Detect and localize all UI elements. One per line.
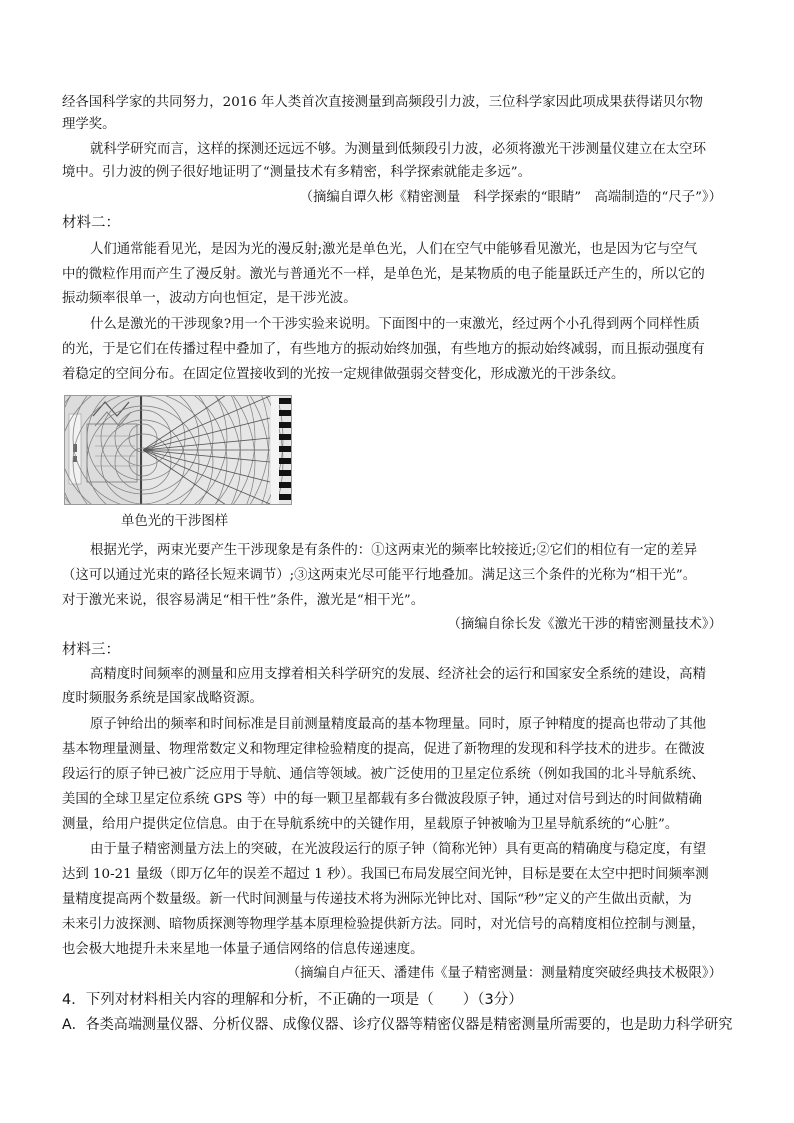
m3-p3-line-4: 未来引力波探测、暗物质探测等物理学基本原理检验提供新方法。同时，对光信号的高精度相位控制与测量， [62, 917, 705, 932]
m3-p3-line-2: 达到 10-21 量级（即万亿年的误差不超过 1 秒）。我国已布局发展空间光钟，目标是要在太空中把时间频率测 [62, 867, 709, 882]
m3-p3-line-5: 也会极大地提升未来星地一体量子通信网络的信息传递速度。 [62, 942, 424, 957]
interference-pattern-graphic [65, 396, 291, 504]
intro-line-3: 就科学研究而言，这样的探测还远远不够。为测量到低频段引力波，必须将激光干涉测量仪建立在太空环 [90, 142, 706, 157]
question-4-stem: 4．下列对材料相关内容的理解和分析，不正确的一项是（ ）（3分） [62, 992, 523, 1008]
m3-p1-line-1: 高精度时间频率的测量和应用支撑着相关科学研究的发展、经济社会的运行和国家安全系统的建设，高精 [90, 667, 706, 682]
material3-source: （摘编自卢征天、潘建伟《量子精密测量：测量精度突破经典技术极限》） [286, 966, 722, 981]
material2-source: （摘编自徐长发《激光干涉的精密测量技术》） [447, 617, 722, 632]
m2-p1-line-2: 中的微粒作用而产生了漫反射。激光与普通光不一样，是单色光，是某物质的电子能量跃迁产生的，所以它的 [62, 267, 705, 282]
m3-p1-line-2: 度时频服务系统是国家战略资源。 [62, 691, 263, 706]
m2-p2-line-2: 的光，于是它们在传播过程中叠加了，有些地方的振动始终加强，有些地方的振动始终减弱，而且振动强度有 [62, 342, 705, 357]
m3-p2-line-1: 原子钟给出的频率和时间标准是目前测量精度最高的基本物理量。同时，原子钟精度的提高也带动了其他 [90, 717, 706, 732]
interference-pattern-image [64, 395, 292, 505]
material2-heading: 材料二： [62, 215, 120, 231]
intro-line-2: 理学奖。 [62, 117, 116, 132]
m2-p1-line-3: 振动频率很单一，波动方向也恒定，是干涉光波。 [62, 291, 357, 306]
m2-p3-line-3: 对于激光来说，很容易满足“相干性”条件，激光是“相干光”。 [62, 593, 425, 608]
m2-p2-line-1: 什么是激光的干涉现象?用一个干涉实验来说明。下面图中的一束激光，经过两个小孔得到两个同样性质 [90, 317, 700, 332]
intro-line-4: 境中。引力波的例子很好地证明了“测量技术有多精密，科学探索就能走多远”。 [62, 165, 531, 180]
m2-p3-line-1: 根据光学，两束光要产生干涉现象是有条件的：①这两束光的频率比较接近;②它们的相位有一定的差异 [90, 543, 698, 558]
m2-p1-line-1: 人们通常能看见光，是因为光的漫反射;激光是单色光，人们在空气中能够看见激光，也是因为它与空气 [90, 242, 698, 257]
intro-line-1: 经各国科学家的共同努力，2016 年人类首次直接测量到高频段引力波，三位科学家因此项成果获得诺贝尔物 [62, 95, 703, 110]
m3-p2-line-2: 基本物理量测量、物理常数定义和物理定律检验精度的提高，促进了新物理的发现和科学技术的进步。在微波 [62, 742, 705, 757]
question-4-option-a: A．各类高端测量仪器、分析仪器、成像仪器、诊疗仪器等精密仪器是精密测量所需要的，也是助力科学研究 [62, 1017, 733, 1033]
m2-p2-line-3: 着稳定的空间分布。在固定位置接收到的光按一定规律做强弱交替变化，形成激光的干涉条纹。 [62, 367, 625, 382]
m2-p3-line-2: （这可以通过光束的路径长短来调节）;③这两束光尽可能平行地叠加。满足这三个条件的光称为“相干光”。 [62, 568, 697, 583]
material3-heading: 材料三： [62, 642, 120, 658]
m3-p3-line-3: 量精度提高两个数量级。新一代时间测量与传递技术将为洲际光钟比对、国际“秒”定义的产生做出贡献，为 [62, 892, 692, 907]
intro-source: （摘编自谭久彬《精密测量 科学探索的“眼睛” 高端制造的“尺子”》） [299, 190, 722, 205]
m3-p2-line-5: 测量，给用户提供定位信息。由于在导航系统中的关键作用，星载原子钟被喻为卫星导航系统的“心脏”。 [62, 817, 679, 832]
figure-caption: 单色光的干涉图样 [121, 514, 229, 529]
m3-p2-line-4: 美国的全球卫星定位系统 GPS 等）中的每一颗卫星都载有多台微波段原子钟，通过对信号到达的时间做精确 [62, 792, 702, 807]
m3-p2-line-3: 段运行的原子钟已被广泛应用于导航、通信等领域。被广泛使用的卫星定位系统（例如我国的北斗导航系统、 [62, 767, 705, 782]
m3-p3-line-1: 由于量子精密测量方法上的突破，在光波段运行的原子钟（简称光钟）具有更高的精确度与稳定度，有望 [90, 842, 706, 857]
